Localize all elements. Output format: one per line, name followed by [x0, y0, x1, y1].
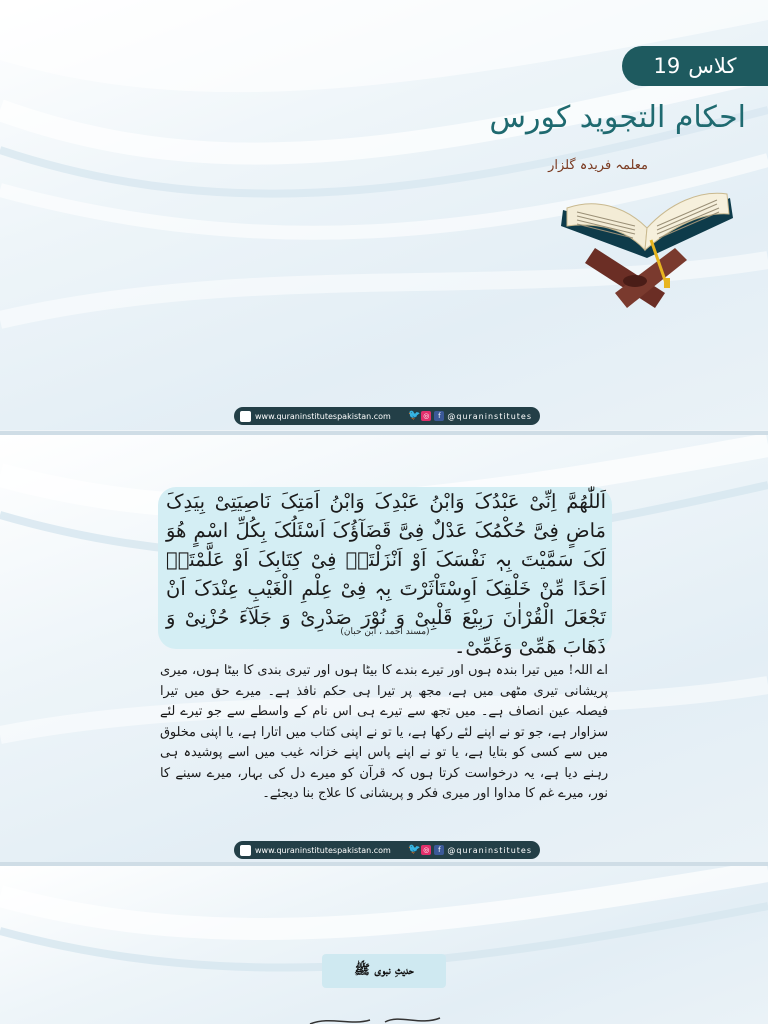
dua-urdu-translation: اے اللہ! میں تیرا بندہ ہوں اور تیرے بندے کا بیٹا ہوں اور تیری بندی کا بیٹا ہوں، میری پریشانی تیری مٹھی میں ہے، مجھ پر تیرا ہی حکم نافذ ہے۔ میرے حق میں تیرا فیصلہ عین انصاف ہے۔ میں تجھ سے تیرے ہی اس نام کے واسطے سے جو تیرے لئے سزاوار ہے، جو تو نے اپنے لئے رکھا ہے، یا تو نے اپنی کتاب میں اتارا ہے، یا اپنی مخلوق میں سے کسی کو بتایا ہے، یا تو نے اپنے پاس اپنے خزانہ غیب میں اسے پوشیدہ ہی رہنے دیا ہے، یہ درخواست کرتا ہوں کہ قرآن کو میرے دل کی بہار، میرے سینے کا نور، میرے غم کا مداوا اور میری فکر و پریشانی کا علاج بنا دیجئے۔: [160, 663, 608, 801]
dua-reference: (مسند احمد ، ابن حبان): [340, 627, 430, 637]
twitter-icon[interactable]: 🐦: [408, 844, 421, 855]
class-label: کلاس: [688, 54, 737, 78]
footer-bar: [234, 841, 540, 859]
social-links: [408, 411, 532, 421]
dua-arabic-text: اَللّٰھُمَّ اِنِّیْ عَبْدُکَ وَابْنُ عَبْدِکَ وَابْنُ اَمَتِکَ نَاصِیَتِیْ بِیَدِکَ مَاضٍ فِیَّ حُکْمُکَ عَدْلٌ فِیَّ قَضَآؤُکَ اَسْئَلُکَ بِکُلِّ اسْمٍ ھُوَ لَکَ سَمَّیْتَ بِہٖ نَفْسَکَ اَوْ اَنْزَلْتَہٗ فِیْ کِتَابِکَ اَوْ عَلَّمْتَہٗ اَحَدًا مِّنْ خَلْقِکَ اَوِسْتَاْثَرْتَ بِہٖ فِیْ عِلْمِ الْغَیْبِ عِنْدَکَ اَنْ تَجْعَلَ الْقُرْاٰنَ رَبِیْعَ قَلْبِیْ وَ نُوْرَ صَدْرِیْ وَ جَلَآءَ حُزْنِیْ وَ ذَھَابَ ھَمِّیْ وَغَمِّیْ۔: [166, 490, 606, 658]
teacher-name: معلمہ فریدہ گلزار: [548, 158, 648, 173]
globe-icon: [240, 411, 251, 422]
hadith-heading: حدیثِ نبوی ﷺ: [322, 954, 446, 988]
website-link[interactable]: www.quraninstitutespakistan.com: [255, 845, 391, 855]
cropped-text-fragment: [290, 1010, 470, 1024]
title-slide: [0, 0, 768, 430]
quran-on-stand-icon: [555, 178, 735, 313]
instagram-icon[interactable]: ◎: [423, 412, 430, 420]
class-badge: [622, 46, 768, 86]
facebook-icon[interactable]: f: [434, 411, 444, 421]
social-links: [408, 845, 532, 855]
twitter-icon[interactable]: 🐦: [408, 410, 421, 421]
course-title: احکام التجوید کورس: [489, 100, 746, 135]
background-swoosh: [0, 866, 768, 1024]
hadith-slide: [0, 866, 768, 1024]
class-number: 19: [653, 54, 681, 78]
social-handle: @quraninstitutes: [447, 411, 532, 421]
globe-icon: [240, 845, 251, 856]
footer-bar: [234, 407, 540, 425]
dua-slide: [0, 435, 768, 862]
facebook-icon[interactable]: f: [434, 845, 444, 855]
website-link[interactable]: www.quraninstitutespakistan.com: [255, 411, 391, 421]
instagram-icon[interactable]: ◎: [423, 846, 430, 854]
social-handle: @quraninstitutes: [447, 845, 532, 855]
